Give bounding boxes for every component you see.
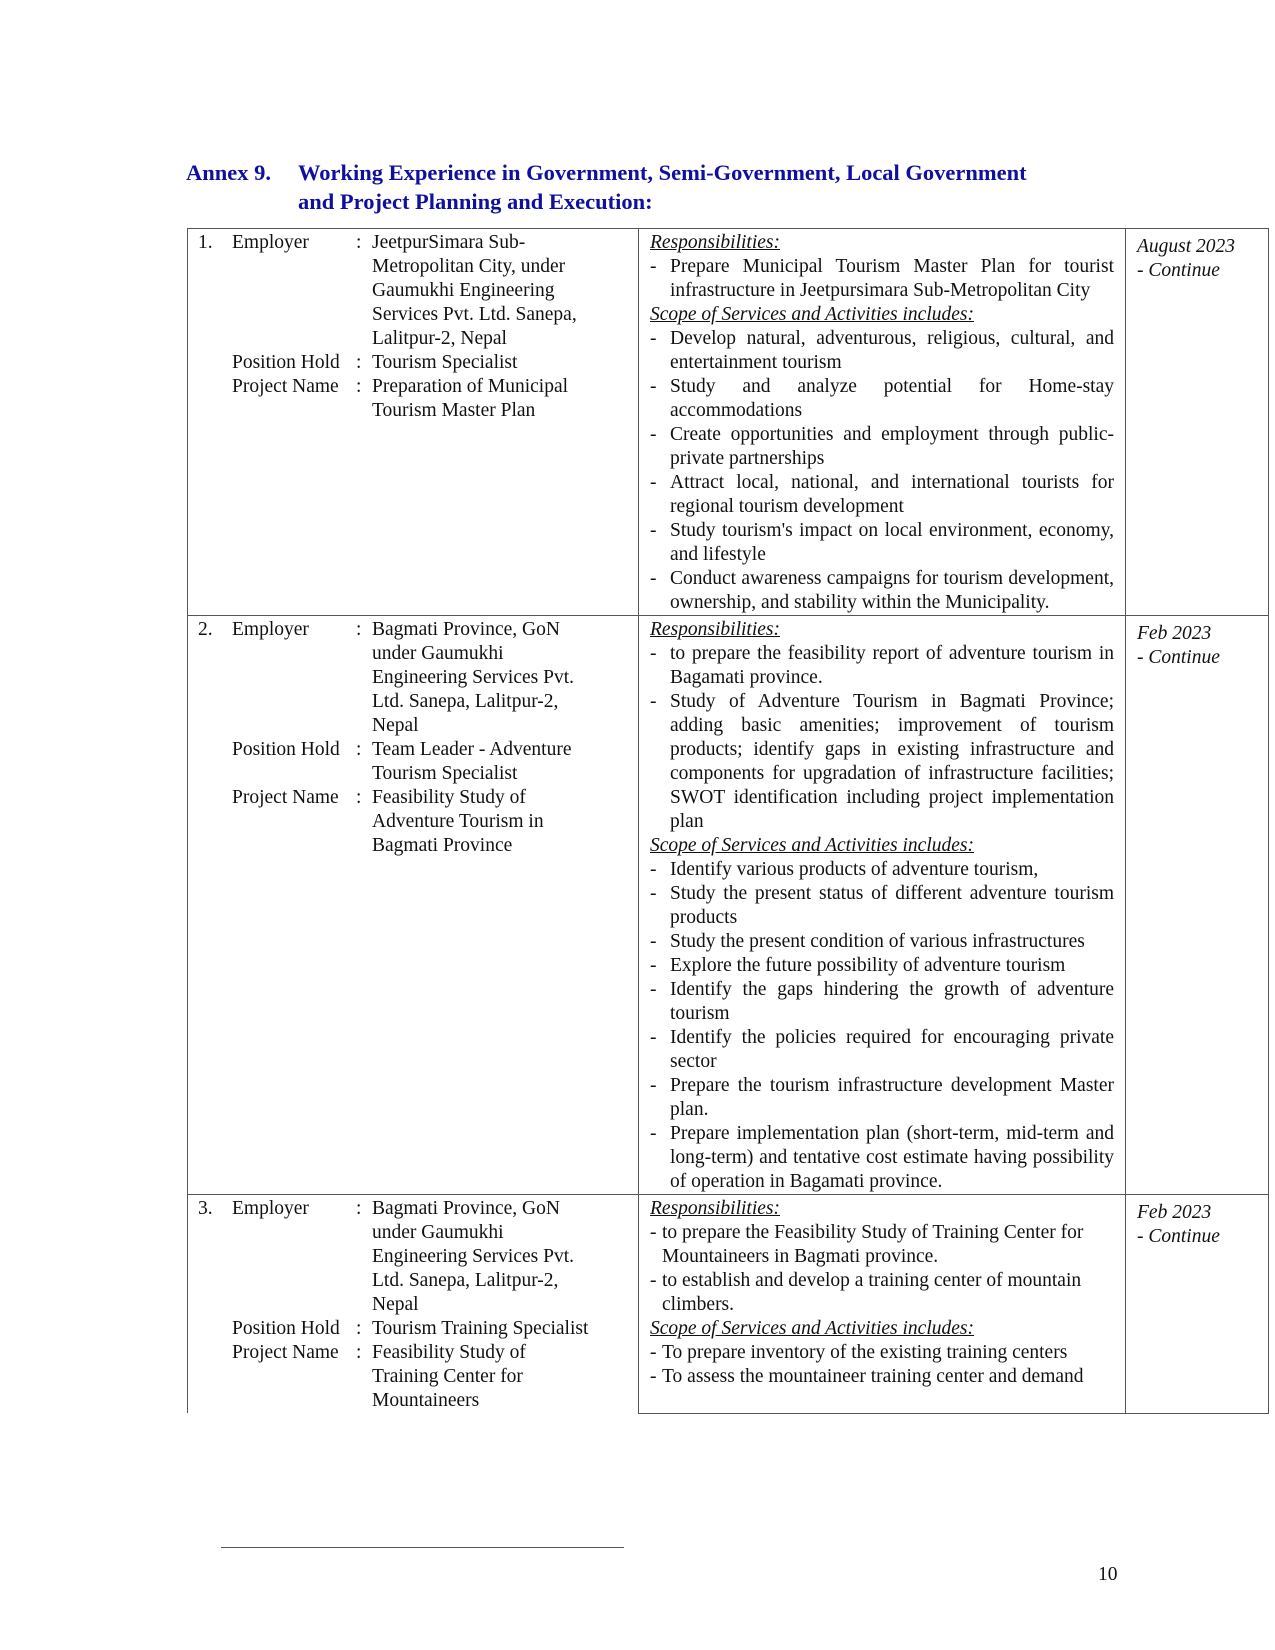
responsibility-item <box>650 1221 1114 1269</box>
employer-details <box>198 231 632 423</box>
bullet-dash: - <box>650 256 657 277</box>
scope-item <box>650 327 1114 375</box>
colon: : <box>356 1342 362 1363</box>
row-number: 1. <box>198 232 213 253</box>
scope-text: Prepare implementation plan (short-term, mid-term and long-term) and tentative cost estimate having possibility of operation in Bagamati province. <box>670 1123 1114 1192</box>
date-cell <box>1126 1195 1269 1414</box>
scope-text: Prepare the tourism infrastructure development Master plan. <box>670 1075 1114 1120</box>
project-label: Project Name <box>232 1342 339 1363</box>
bullet-dash: - <box>650 1342 657 1363</box>
responsibility-item <box>650 690 1114 834</box>
colon: : <box>356 739 362 760</box>
scope-item <box>650 858 1114 882</box>
colon: : <box>356 352 362 373</box>
employer-cell <box>188 1195 639 1414</box>
bullet-dash: - <box>650 859 657 880</box>
scope-item <box>650 954 1114 978</box>
position-value: Tourism Specialist <box>372 352 518 373</box>
scope-item <box>650 567 1114 615</box>
row-number-spacer <box>198 1341 232 1413</box>
colon: : <box>356 376 362 397</box>
position-label: Position Hold <box>232 739 340 760</box>
scope-text: Develop natural, adventurous, religious, cultural, and entertainment tourism <box>670 328 1114 373</box>
bullet-dash: - <box>650 1027 657 1048</box>
scope-text: Study tourism's impact on local environment, economy, and lifestyle <box>670 520 1114 565</box>
employer-label: Employer <box>232 232 309 253</box>
bullet-dash: - <box>650 1075 657 1096</box>
responsibilities-cell <box>639 616 1126 1195</box>
scope-item <box>650 930 1114 954</box>
position-label: Position Hold <box>232 1318 340 1339</box>
bullet-dash: - <box>650 1123 657 1144</box>
bullet-dash: - <box>650 979 657 1000</box>
bullet-dash: - <box>650 472 657 493</box>
employer-cell <box>188 229 639 616</box>
employer-details <box>198 618 632 858</box>
bullet-dash: - <box>650 1270 657 1291</box>
table-bottom-rule <box>221 1547 624 1548</box>
date-cell <box>1126 229 1269 616</box>
scope-item <box>650 1122 1114 1194</box>
bullet-dash: - <box>650 955 657 976</box>
annex-number: Annex 9. <box>186 160 272 185</box>
colon: : <box>356 1198 362 1219</box>
table-row <box>188 1195 1269 1414</box>
bullet-dash: - <box>650 328 657 349</box>
employer-label: Employer <box>232 1198 309 1219</box>
table-row <box>188 616 1269 1195</box>
bullet-dash: - <box>650 568 657 589</box>
bullet-dash: - <box>650 931 657 952</box>
employer-value: Bagmati Province, GoN under Gaumukhi Engineering Services Pvt. Ltd. Sanepa, Lalitpur-2, Nepal <box>372 1198 574 1315</box>
date-cell <box>1126 616 1269 1195</box>
colon: : <box>356 619 362 640</box>
row-number-spacer <box>198 351 232 375</box>
scope-heading: Scope of Services and Activities includes: <box>650 835 974 856</box>
scope-text: Study the present condition of various infrastructures <box>670 931 1085 952</box>
scope-item <box>650 1341 1114 1365</box>
responsibilities-heading: Responsibilities: <box>650 619 780 640</box>
row-number-spacer <box>198 738 232 786</box>
responsibility-item <box>650 1269 1114 1317</box>
employer-cell <box>188 616 639 1195</box>
scope-text: Identify the policies required for encouraging private sector <box>670 1027 1114 1072</box>
scope-item <box>650 882 1114 930</box>
bullet-dash: - <box>650 1366 657 1387</box>
responsibility-item <box>650 255 1114 303</box>
row-number-spacer <box>198 375 232 423</box>
responsibilities-heading: Responsibilities: <box>650 232 780 253</box>
employer-details <box>198 1197 632 1413</box>
responsibilities-cell <box>639 229 1126 616</box>
row-number-spacer <box>198 1317 232 1341</box>
employer-value: JeetpurSimara Sub- Metropolitan City, under Gaumukhi Engineering Services Pvt. Ltd. Sanepa, Lalitpur-2, Nepal <box>372 232 577 349</box>
scope-text: To prepare inventory of the existing training centers <box>662 1342 1068 1363</box>
annex-heading <box>186 158 1027 216</box>
colon: : <box>356 1318 362 1339</box>
responsibility-text: Study of Adventure Tourism in Bagmati Province; adding basic amenities; improvement of tourism products; identify gaps in existing infrastructure and components for upgradation of infrastructure facilities; SWOT identification including project implementation plan <box>670 691 1114 832</box>
bullet-dash: - <box>650 424 657 445</box>
bullet-dash: - <box>650 691 657 712</box>
annex-title-line2: and Project Planning and Execution: <box>298 189 653 214</box>
bullet-dash: - <box>650 883 657 904</box>
project-label: Project Name <box>232 787 339 808</box>
employer-value: Bagmati Province, GoN under Gaumukhi Engineering Services Pvt. Ltd. Sanepa, Lalitpur-2, Nepal <box>372 619 574 736</box>
scope-item <box>650 978 1114 1026</box>
date-range: Feb 2023 - Continue <box>1137 1202 1220 1247</box>
project-label: Project Name <box>232 376 339 397</box>
scope-item <box>650 1074 1114 1122</box>
annex-title-line1: Working Experience in Government, Semi-Government, Local Government <box>298 160 1027 185</box>
row-number-spacer <box>198 786 232 858</box>
scope-item <box>650 375 1114 423</box>
scope-text: Explore the future possibility of adventure tourism <box>670 955 1066 976</box>
project-value: Feasibility Study of Training Center for Mountaineers <box>372 1342 526 1411</box>
scope-text: Create opportunities and employment through public-private partnerships <box>670 424 1114 469</box>
responsibility-item <box>650 642 1114 690</box>
scope-text: Identify various products of adventure tourism, <box>670 859 1039 880</box>
position-value: Team Leader - Adventure Tourism Specialist <box>372 739 572 784</box>
bullet-dash: - <box>650 643 657 664</box>
scope-text: Attract local, national, and international tourists for regional tourism development <box>670 472 1114 517</box>
responsibility-text: Prepare Municipal Tourism Master Plan for tourist infrastructure in Jeetpursimara Sub-Metropolitan City <box>670 256 1114 301</box>
scope-heading: Scope of Services and Activities includes: <box>650 304 974 325</box>
project-value: Preparation of Municipal Tourism Master Plan <box>372 376 569 421</box>
scope-item <box>650 1365 1114 1389</box>
colon: : <box>356 232 362 253</box>
date-range: Feb 2023 - Continue <box>1137 623 1220 668</box>
colon: : <box>356 787 362 808</box>
responsibility-text: to establish and develop a training center of mountain climbers. <box>662 1270 1082 1315</box>
responsibility-text: to prepare the feasibility report of adventure tourism in Bagamati province. <box>670 643 1114 688</box>
bullet-dash: - <box>650 376 657 397</box>
scope-item <box>650 471 1114 519</box>
scope-item <box>650 423 1114 471</box>
position-value: Tourism Training Specialist <box>372 1318 589 1339</box>
bullet-dash: - <box>650 1222 657 1243</box>
scope-text: To assess the mountaineer training center and demand <box>662 1366 1084 1387</box>
project-value: Feasibility Study of Adventure Tourism in Bagmati Province <box>372 787 544 856</box>
experience-table <box>187 228 1269 1414</box>
responsibilities-cell <box>639 1195 1126 1414</box>
table-row <box>188 229 1269 616</box>
responsibility-text: to prepare the Feasibility Study of Training Center for Mountaineers in Bagmati province. <box>662 1222 1084 1267</box>
scope-item <box>650 519 1114 567</box>
scope-text: Identify the gaps hindering the growth of adventure tourism <box>670 979 1114 1024</box>
scope-text: Study the present status of different adventure tourism products <box>670 883 1114 928</box>
scope-text: Study and analyze potential for Home-stay accommodations <box>670 376 1114 421</box>
scope-heading: Scope of Services and Activities includes: <box>650 1318 974 1339</box>
position-label: Position Hold <box>232 352 340 373</box>
scope-item <box>650 1026 1114 1074</box>
responsibilities-heading: Responsibilities: <box>650 1198 780 1219</box>
bullet-dash: - <box>650 520 657 541</box>
row-number: 2. <box>198 619 213 640</box>
employer-label: Employer <box>232 619 309 640</box>
scope-text: Conduct awareness campaigns for tourism development, ownership, and stability within the Municipality. <box>670 568 1114 613</box>
row-number: 3. <box>198 1198 213 1219</box>
page-number: 10 <box>1098 1564 1118 1585</box>
date-range: August 2023 - Continue <box>1137 236 1236 281</box>
